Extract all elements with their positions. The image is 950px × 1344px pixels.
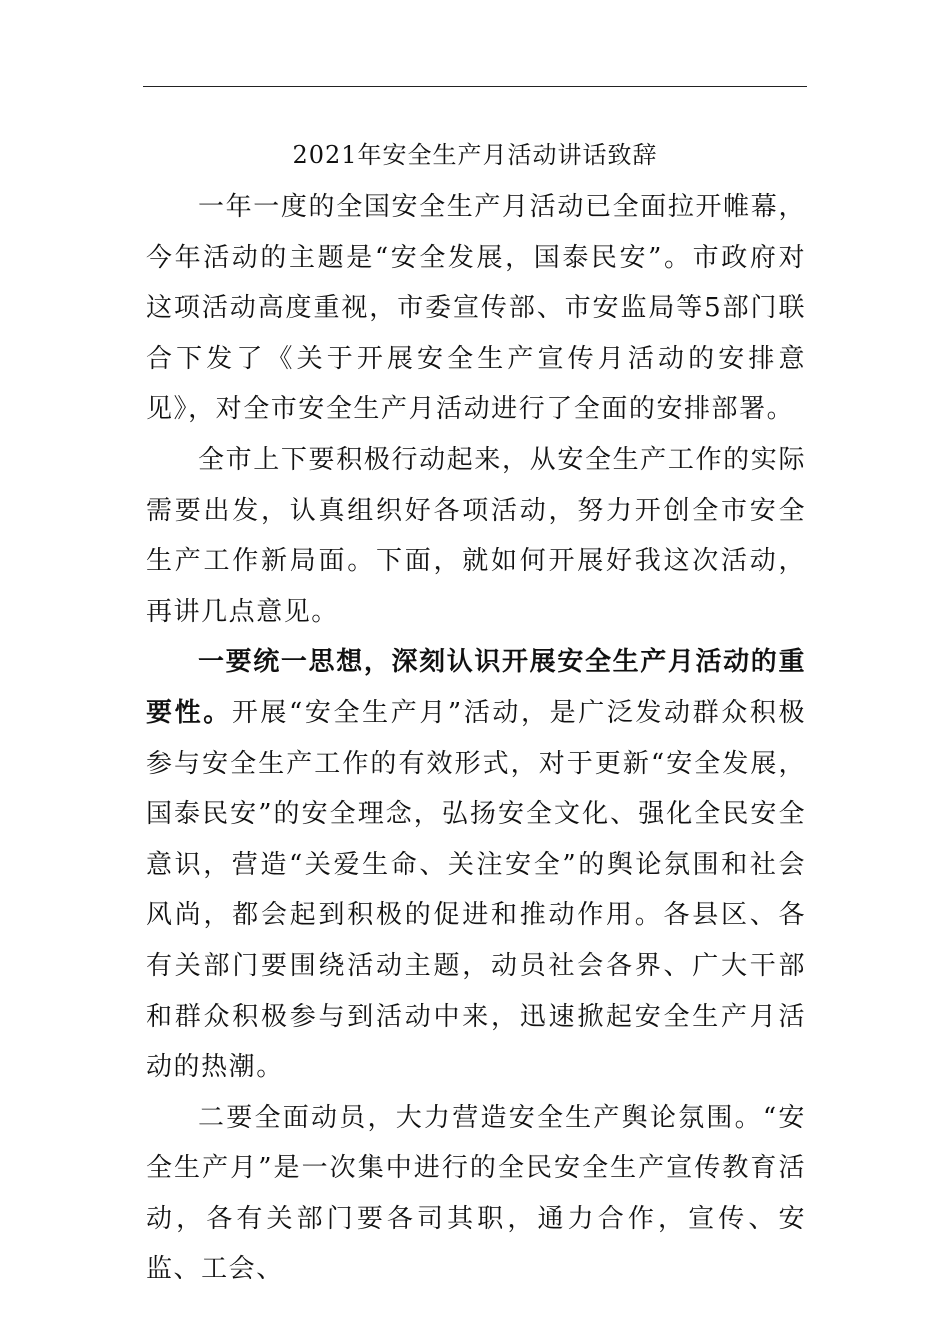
document-title: 2021年安全生产月活动讲话致辞 (292, 141, 658, 169)
paragraph-1 (146, 182, 806, 435)
paragraph-3 (146, 637, 806, 1092)
paragraph-4 (146, 1093, 806, 1295)
paragraph-3-lead: 一要统一思想，深刻认识开展安全生产月活动的重要性。 (146, 647, 806, 728)
document-body (146, 182, 806, 1295)
paragraph-4-text: 二要全面动员，大力营造安全生产舆论氛围。“安全生产月”是一次集中进行的全民安全生产宣传教育活动，各有关部门要各司其职，通力合作，宣传、安监、工会、 (146, 1102, 806, 1285)
paragraph-1-text: 一年一度的全国安全生产月活动已全面拉开帷幕，今年活动的主题是“安全发展，国泰民安”。市政府对这项活动高度重视，市委宣传部、市安监局等5部门联合下发了《关于开展安全生产宣传月活动的安排意见》，对全市安全生产月活动进行了全面的安排部署。 (146, 192, 806, 425)
header-rule (143, 86, 807, 87)
paragraph-2 (146, 435, 806, 637)
paragraph-2-text: 全市上下要积极行动起来，从安全生产工作的实际需要出发，认真组织好各项活动，努力开创全市安全生产工作新局面。下面，就如何开展好我这次活动，再讲几点意见。 (146, 444, 806, 627)
paragraph-3-text: 开展“安全生产月”活动，是广泛发动群众积极参与安全生产工作的有效形式，对于更新“安全发展，国泰民安”的安全理念，弘扬安全文化、强化全民安全意识，营造“关爱生命、关注安全”的舆论氛围和社会风尚，都会起到积极的促进和推动作用。各县区、各有关部门要围绕活动主题，动员社会各界、广大干部和群众积极参与到活动中来，迅速掀起安全生产月活动的热潮。 (146, 697, 806, 1083)
